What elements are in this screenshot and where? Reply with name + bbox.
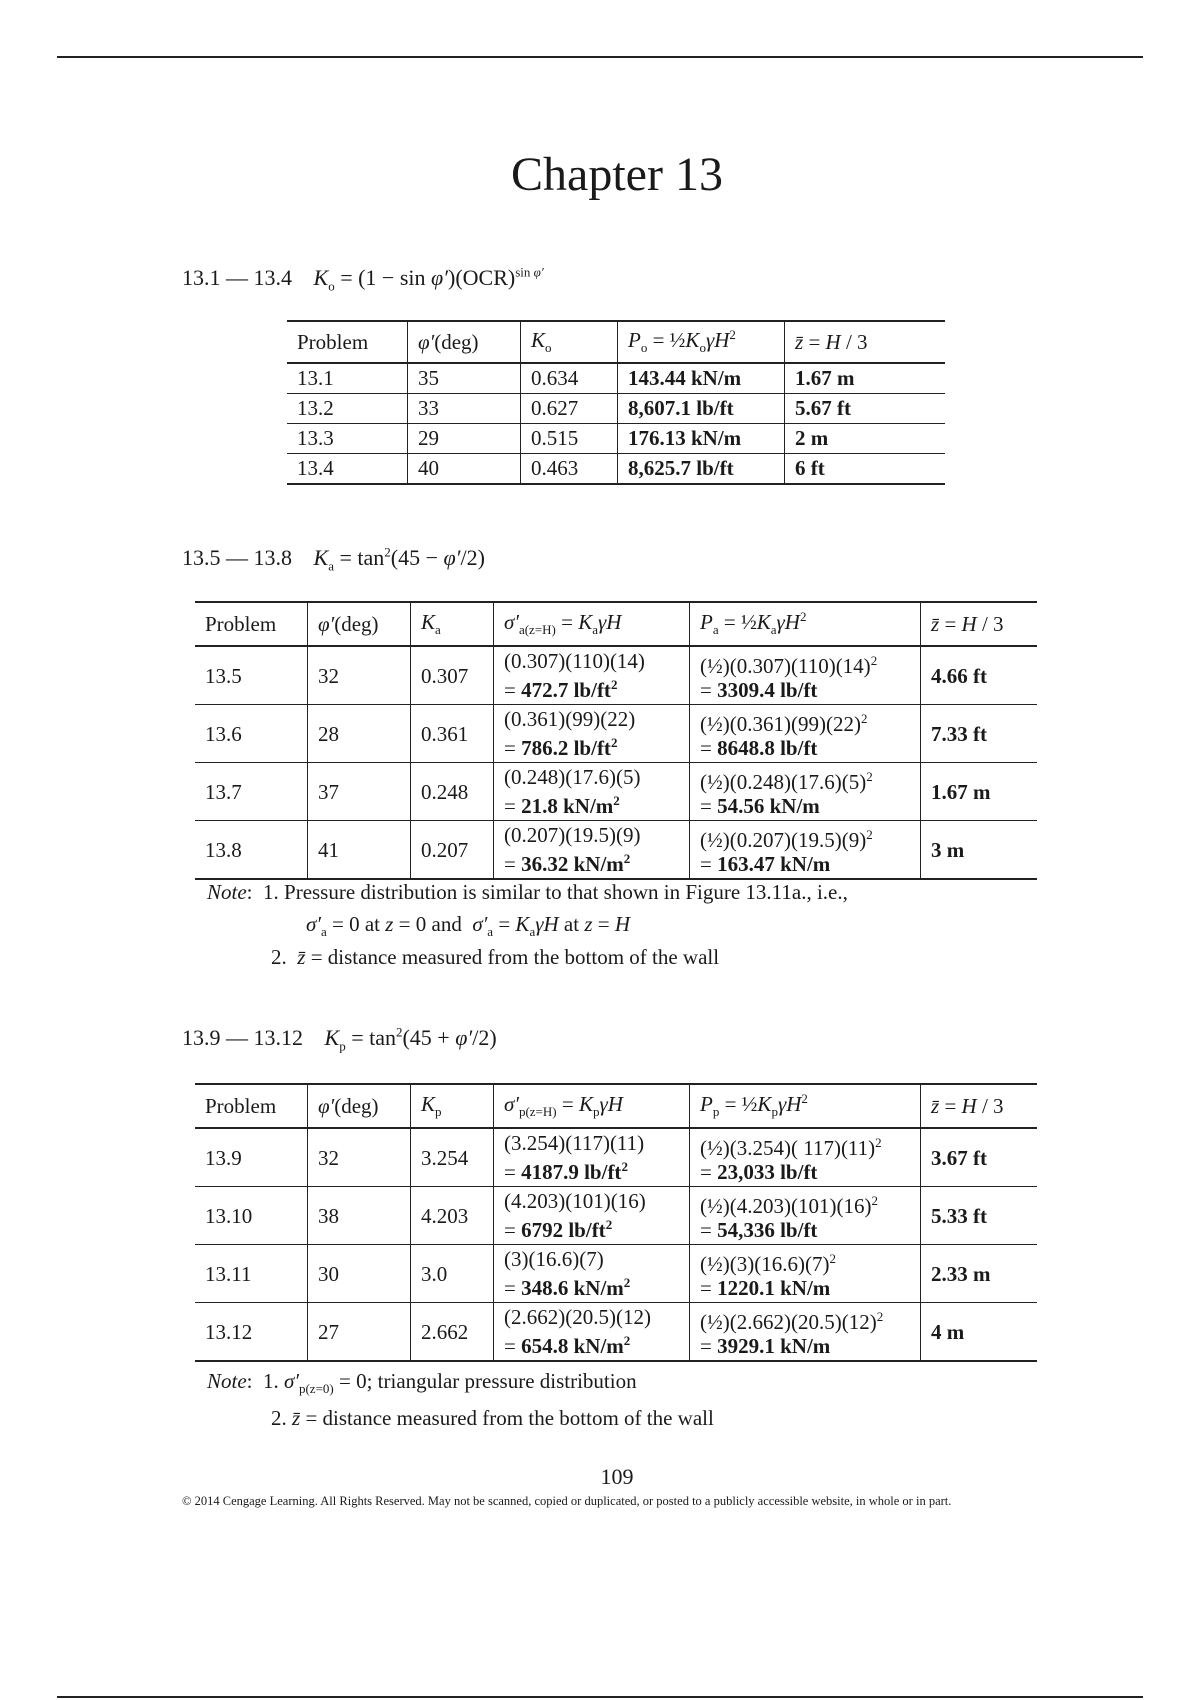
table-row [287, 394, 945, 424]
cell-ka: 0.361 [411, 705, 494, 763]
cell-ko: 0.463 [521, 454, 618, 485]
cell-sigma: (3.254)(117)(11) = 4187.9 $lb/ft^2$ [494, 1128, 690, 1187]
cell-sigma: (0.248)(17.6)(5) = 21.8 $kN/m^2$ [494, 763, 690, 821]
cell-zbar: 3 m [921, 821, 1038, 880]
header-ka: $K_a$ [411, 602, 494, 646]
section2-note-1-formula: $\sigma'_a = 0$ at z = 0 and $\sigma'_a = K_a\gamma H$ at z = H [306, 912, 631, 940]
header-ko: $K_o$ [521, 321, 618, 363]
cell-phi: 40 [408, 454, 521, 485]
copyright-notice: © 2014 Cengage Learning. All Rights Reserved. May not be scanned, copied or duplicated, or posted to a publicly accessible website, in whole or in part. [182, 1494, 952, 1508]
cell-kp: 2.662 [411, 1303, 494, 1362]
cell-zbar: 7.33 ft [921, 705, 1038, 763]
cell-ka: 0.307 [411, 646, 494, 705]
cell-pp: $(\frac{1}{2})(3)(16.6)(7)^2$ = 1220.1 kN/m [690, 1245, 921, 1303]
table-row [195, 1245, 1037, 1303]
cell-phi: 33 [408, 394, 521, 424]
header-phi: φ′(deg) [308, 1084, 411, 1128]
header-po: $P_o$ = $\frac{1}{2}K_o\gamma H^2$ [618, 321, 785, 363]
section1-range: 13.1 — 13.4 [182, 265, 292, 291]
cell-phi: 41 [308, 821, 411, 880]
cell-sigma: (4.203)(101)(16) = 6792 $lb/ft^2$ [494, 1187, 690, 1245]
cell-phi: 32 [308, 1128, 411, 1187]
table-row [195, 763, 1037, 821]
section2-range: 13.5 — 13.8 [182, 545, 292, 571]
table-header-row [195, 602, 1037, 646]
table-row [287, 454, 945, 485]
cell-sigma: (0.207)(19.5)(9) = 36.32 $kN/m^2$ [494, 821, 690, 880]
cell-problem: 13.8 [195, 821, 308, 880]
section1-table [287, 320, 945, 485]
cell-pa: $(\frac{1}{2})(0.361)(99)(22)^2$ = 8648.8 lb/ft [690, 705, 921, 763]
cell-sigma: (0.361)(99)(22) = 786.2 $lb/ft^2$ [494, 705, 690, 763]
cell-zbar: 1.67 m [785, 363, 946, 394]
header-zbar: z̄ = H / 3 [921, 602, 1038, 646]
cell-phi: 27 [308, 1303, 411, 1362]
cell-sigma: (0.307)(110)(14) = 472.7 $lb/ft^2$ [494, 646, 690, 705]
header-zbar: z̄ = H / 3 [921, 1084, 1038, 1128]
table-row [195, 1128, 1037, 1187]
kp-formula: $K_p = \tan^2(45 + \varphi'/2)$ [324, 1025, 497, 1054]
section2-table [195, 601, 1037, 880]
cell-pa: $(\frac{1}{2})(0.248)(17.6)(5)^2$ = 54.56 kN/m [690, 763, 921, 821]
section3-note-2: 2. z̄ = distance measured from the bottom of the wall [271, 1406, 714, 1430]
cell-zbar: 2 m [785, 424, 946, 454]
section3-note-1: Note: 1. $\sigma'_{p(z=0)} = 0$; triangular pressure distribution [207, 1369, 637, 1397]
section3-range: 13.9 — 13.12 [182, 1025, 303, 1051]
cell-ko: 0.634 [521, 363, 618, 394]
cell-phi: 35 [408, 363, 521, 394]
cell-problem: 13.9 [195, 1128, 308, 1187]
cell-phi: 38 [308, 1187, 411, 1245]
cell-po: 143.44 kN/m [618, 363, 785, 394]
header-problem: Problem [195, 602, 308, 646]
cell-pp: $(\frac{1}{2})(4.203)(101)(16)^2$ = 54,336 lb/ft [690, 1187, 921, 1245]
chapter-title: Chapter 13 [511, 148, 723, 201]
table-row [195, 1303, 1037, 1362]
table-row [287, 363, 945, 394]
header-zbar: z̄ = H / 3 [785, 321, 946, 363]
page-number: 109 [600, 1464, 634, 1489]
cell-kp: 4.203 [411, 1187, 494, 1245]
cell-po: 8,607.1 lb/ft [618, 394, 785, 424]
header-sigma: $\sigma'_{a(z=H)} = K_a\gamma H$ [494, 602, 690, 646]
cell-ko: 0.515 [521, 424, 618, 454]
cell-zbar: 2.33 m [921, 1245, 1038, 1303]
header-pa: $P_a$ = $\frac{1}{2}K_a\gamma H^2$ [690, 602, 921, 646]
cell-problem: 13.11 [195, 1245, 308, 1303]
header-problem: Problem [287, 321, 408, 363]
cell-zbar: 1.67 m [921, 763, 1038, 821]
cell-phi: 29 [408, 424, 521, 454]
header-kp: $K_p$ [411, 1084, 494, 1128]
cell-zbar: 5.67 ft [785, 394, 946, 424]
cell-problem: 13.12 [195, 1303, 308, 1362]
cell-sigma: (2.662)(20.5)(12) = 654.8 $kN/m^2$ [494, 1303, 690, 1362]
cell-phi: 30 [308, 1245, 411, 1303]
table-row [195, 821, 1037, 880]
table-header-row [195, 1084, 1037, 1128]
header-problem: Problem [195, 1084, 308, 1128]
cell-sigma: (3)(16.6)(7) = 348.6 $kN/m^2$ [494, 1245, 690, 1303]
section2-equation [182, 545, 485, 575]
cell-zbar: 5.33 ft [921, 1187, 1038, 1245]
cell-po: 8,625.7 lb/ft [618, 454, 785, 485]
section1-equation [182, 265, 544, 295]
cell-pp: (½)(3.254)( $117)(11)^2$ = 23,033 lb/ft [690, 1128, 921, 1187]
cell-problem: 13.3 [287, 424, 408, 454]
header-phi: φ′(deg) [408, 321, 521, 363]
cell-kp: 3.0 [411, 1245, 494, 1303]
table-row [195, 1187, 1037, 1245]
cell-phi: 28 [308, 705, 411, 763]
header-pp: $P_p$ = $\frac{1}{2}K_p\gamma H^2$ [690, 1084, 921, 1128]
cell-phi: 37 [308, 763, 411, 821]
cell-problem: 13.5 [195, 646, 308, 705]
cell-ko: 0.627 [521, 394, 618, 424]
cell-zbar: 4 m [921, 1303, 1038, 1362]
top-rule [57, 56, 1143, 58]
bottom-rule [57, 1696, 1143, 1698]
ko-formula: $K_o = (1 - \sin \varphi')(OCR)^{sin \varphi'}$ [313, 265, 544, 294]
table-row [195, 705, 1037, 763]
cell-problem: 13.6 [195, 705, 308, 763]
table-row [287, 424, 945, 454]
cell-pp: $(\frac{1}{2})(2.662)(20.5)(12)^2$ = 3929.1 kN/m [690, 1303, 921, 1362]
cell-problem: 13.2 [287, 394, 408, 424]
cell-pa: $(\frac{1}{2})(0.207)(19.5)(9)^2$ = 163.47 kN/m [690, 821, 921, 880]
cell-problem: 13.7 [195, 763, 308, 821]
ka-formula: $K_a = \tan^2(45 - \varphi'/2)$ [313, 545, 485, 574]
cell-pa: $(\frac{1}{2})(0.307)(110)(14)^2$ = 3309.4 lb/ft [690, 646, 921, 705]
section2-note-2: 2. z̄ = distance measured from the bottom of the wall [271, 945, 720, 969]
cell-zbar: 4.66 ft [921, 646, 1038, 705]
cell-problem: 13.1 [287, 363, 408, 394]
header-sigma: $\sigma'_{p(z=H)} = K_p\gamma H$ [494, 1084, 690, 1128]
cell-kp: 3.254 [411, 1128, 494, 1187]
table-header-row [287, 321, 945, 363]
table-row [195, 646, 1037, 705]
cell-problem: 13.4 [287, 454, 408, 485]
cell-po: 176.13 kN/m [618, 424, 785, 454]
section3-table [195, 1083, 1037, 1362]
cell-zbar: 3.67 ft [921, 1128, 1038, 1187]
section3-equation [182, 1025, 497, 1055]
cell-ka: 0.207 [411, 821, 494, 880]
section2-note-1: Note: 1. Pressure distribution is similar to that shown in Figure 13.11a., i.e., [207, 880, 848, 904]
cell-phi: 32 [308, 646, 411, 705]
cell-ka: 0.248 [411, 763, 494, 821]
cell-problem: 13.10 [195, 1187, 308, 1245]
cell-zbar: 6 ft [785, 454, 946, 485]
header-phi: φ′(deg) [308, 602, 411, 646]
